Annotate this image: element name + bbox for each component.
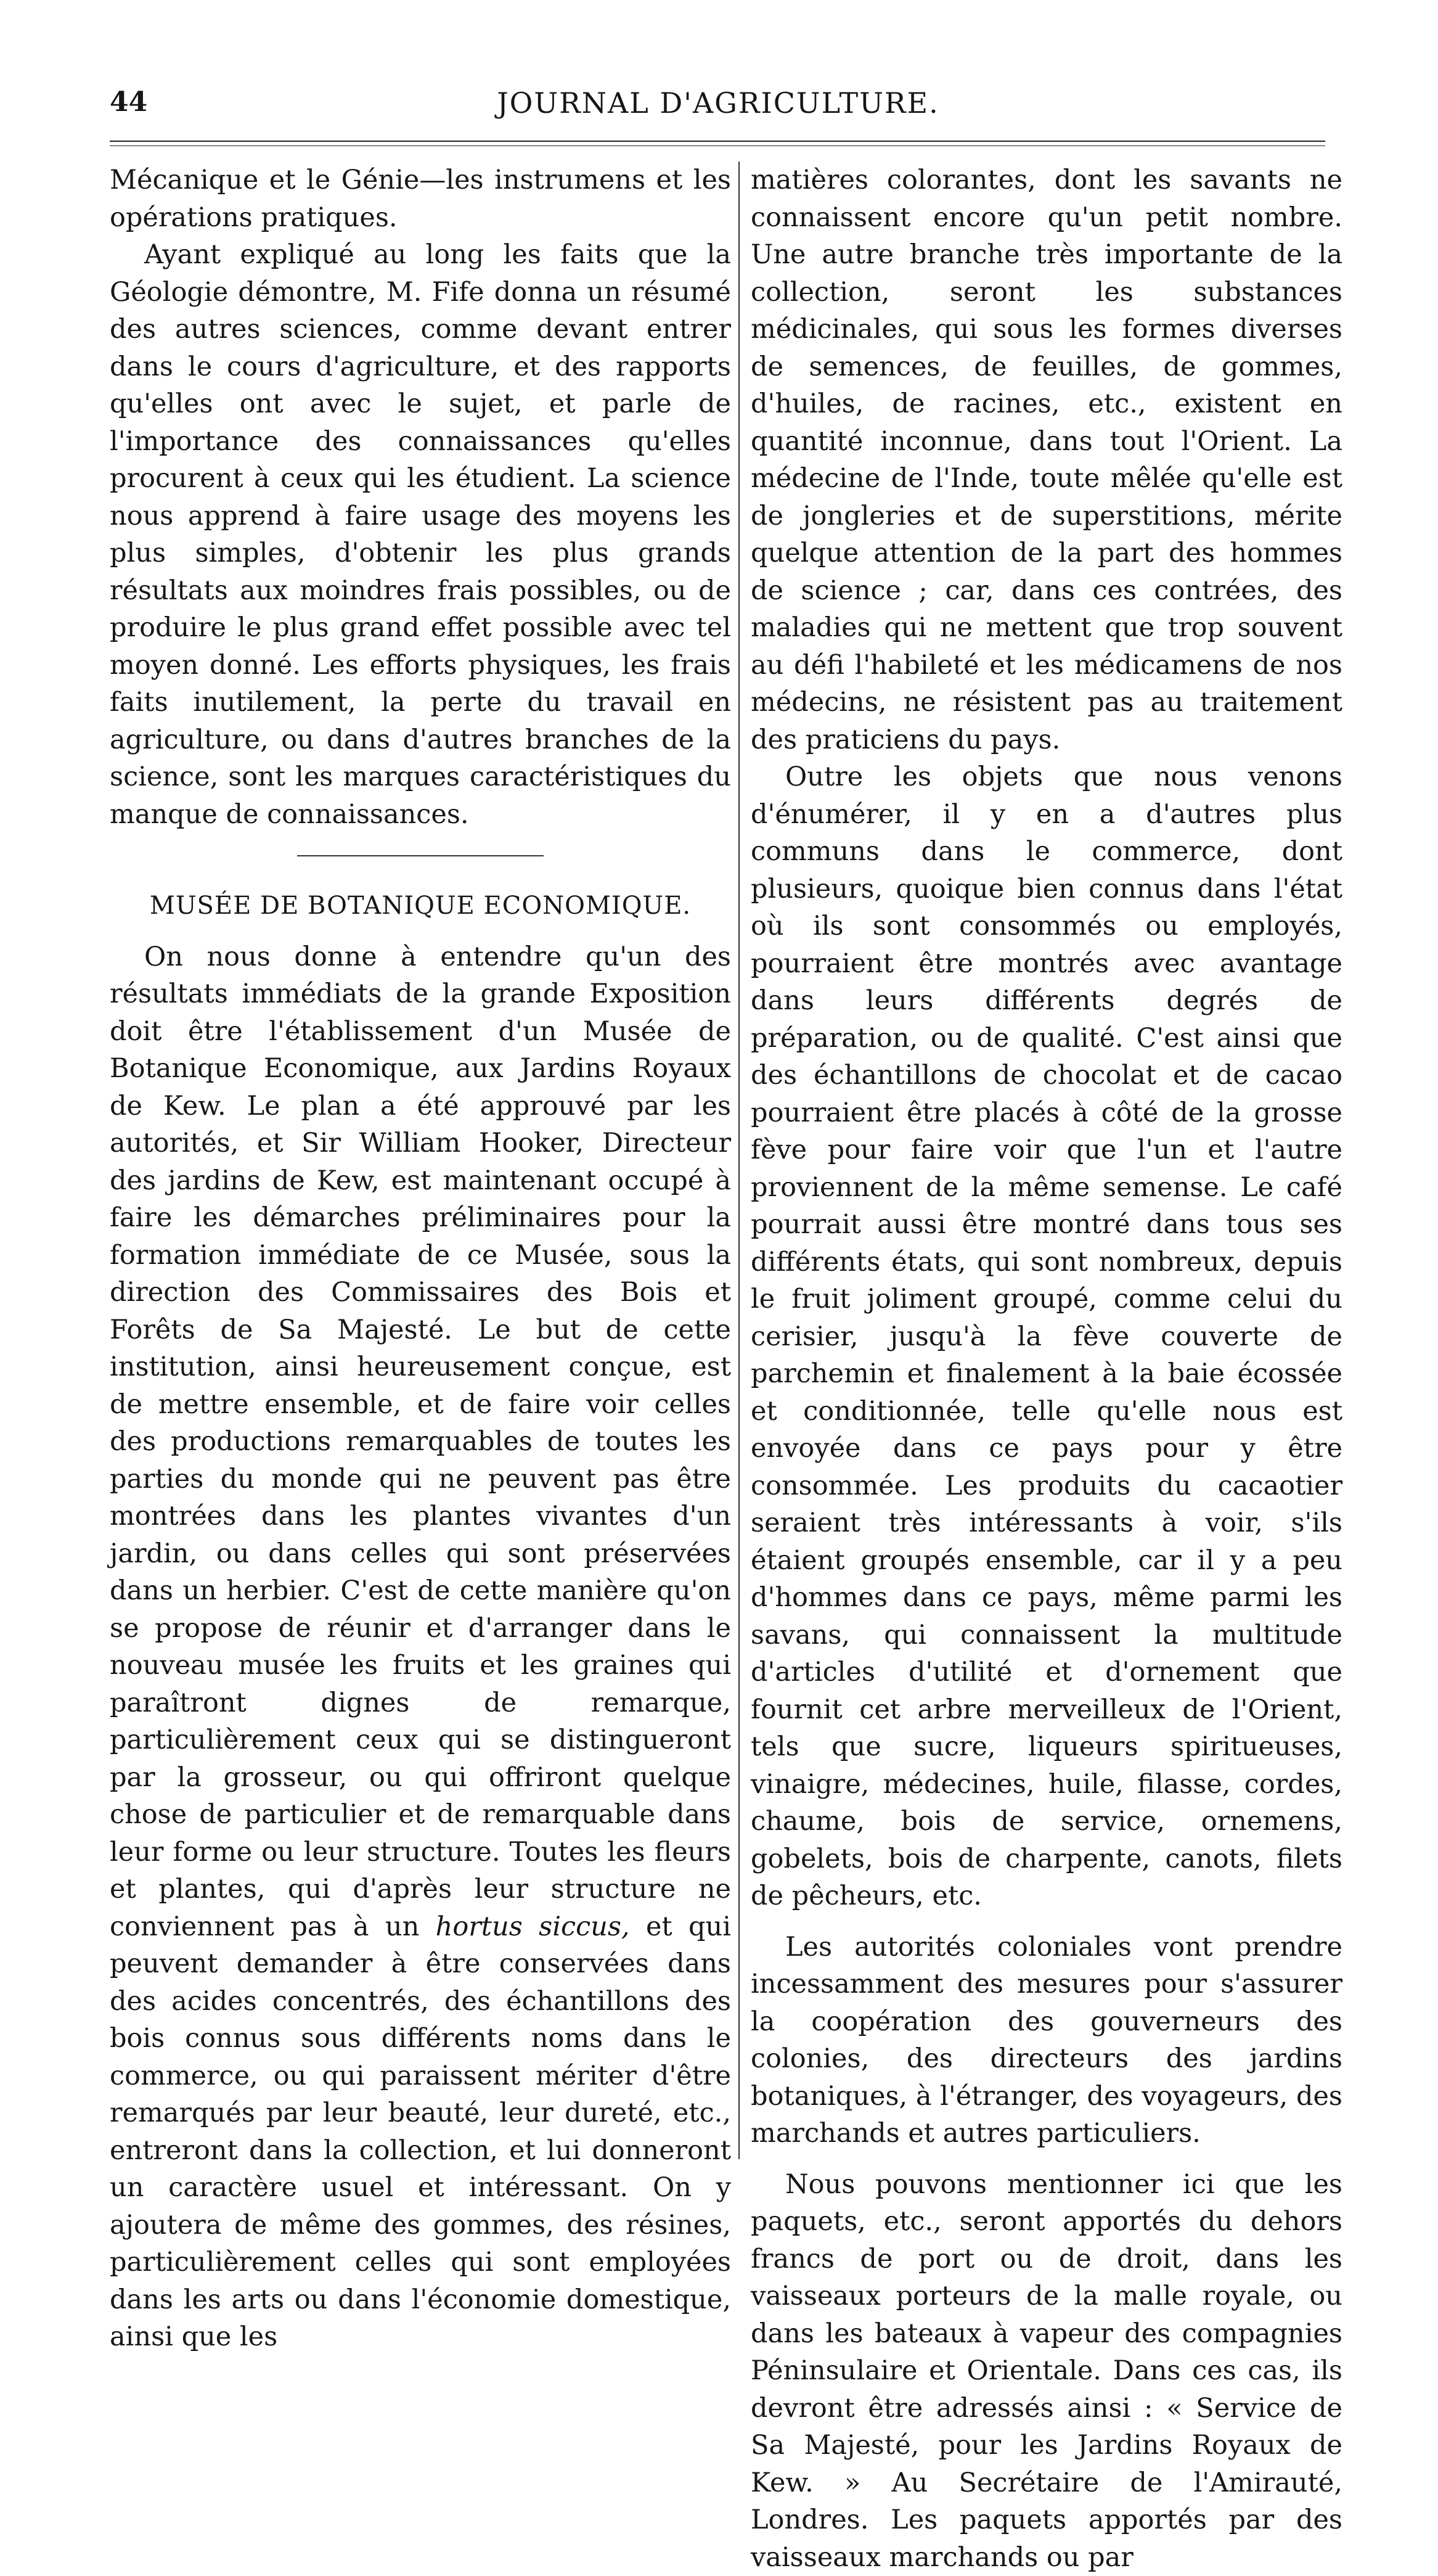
running-title: JOURNAL D'AGRICULTURE. xyxy=(92,86,1344,120)
paragraph: Ayant expliqué au long les faits que la Géologie démontre, M. Fife donna un résumé des autres sciences, comme devant entrer dans le cours d'agriculture, et des rapports qu'elles ont avec le sujet, et parle de l'importance des connaissances qu'elles procurent à ceux qui les étudient. La science nous apprend à faire usage des moyens les plus simples, d'obtenir les plus grands résultats aux moindres frais possibles, ou de produire le plus grand effet possible avec tel moyen donné. Les efforts physiques, les frais faits inutilement, la perte du travail en agriculture, ou dans d'autres branches de la science, sont les marques caractéristiques du manque de connaissances. xyxy=(110,236,731,833)
paragraph: Outre les objets que nous venons d'énumérer, il y en a d'autres plus communs dans le commerce, dont plusieurs, quoique bien connus dans l'état où ils sont consommés ou employés, pourraient être montrés avec avantage dans leurs différents degrés de préparation, ou de qualité. C'est ainsi que des échantillons de chocolat et de cacao pourraient être placés à côté de la grosse fève pour faire voir que l'un et l'autre proviennent de la même semense. Le café pourrait aussi être montré dans tous ses différents états, qui sont nombreux, depuis le fruit joliment groupé, comme celui du cerisier, jusqu'à la fève couverte de parchemin et finalement à la baie écossée et conditionnée, telle qu'elle nous est envoyée dans ce pays pour y être consommée. Les produits du cacaotier seraient très intéressants à voir, s'ils étaient groupés ensemble, car il y a peu d'hommes dans ce pays, même parmi les savans, qui connaissent la multitude d'articles d'utilité et d'ornement que fournit cet arbre merveilleux de l'Orient, tels que sucre, liqueurs spiritueuses, vinaigre, médecines, huile, filasse, cordes, chaume, bois de service, ornemens, gobelets, bois de charpente, canots, filets de pêcheurs, etc. xyxy=(751,758,1342,1915)
section-divider xyxy=(297,855,544,856)
page-header xyxy=(92,86,1344,136)
column-divider xyxy=(738,162,740,2159)
page-number: 44 xyxy=(110,86,147,118)
left-column xyxy=(110,162,731,2356)
right-column xyxy=(751,162,1342,2576)
paragraph: matières colorantes, dont les savants ne connaissent encore qu'un petit nombre. Une autre branche très importante de la collection, seront les substances médicinales, qui sous les formes diverses de semences, de feuilles, de gommes, d'huiles, de racines, etc., existent en quantité inconnue, dans tout l'Orient. La médecine de l'Inde, toute mêlée qu'elle est de jongleries et de superstitions, mérite quelque attention de la part des hommes de science ; car, dans ces contrées, des maladies qui ne mettent que trop souvent au défi l'habileté et les médicamens de nos médecins, ne résistent pas au traitement des praticiens du pays. xyxy=(751,162,1342,758)
paragraph: Mécanique et le Génie—les instrumens et les opérations pratiques. xyxy=(110,162,731,236)
paragraph-text: On nous donne à entendre qu'un des résultats immédiats de la grande Exposition doit être l'établissement d'un Musée de Botanique Economique, aux Jardins Royaux de Kew. Le plan a été approuvé par les autorités, et Sir William Hooker, Directeur des jardins de Kew, est maintenant occupé à faire les démarches préliminaires pour la formation immédiate de ce Musée, sous la direction des Commissaires des Bois et Forêts de Sa Majesté. Le but de cette institution, ainsi heureusement conçue, est de mettre ensemble, et de faire voir celles des productions remarquables de toutes les parties du monde qui ne peuvent pas être montrées dans les plantes vivantes d'un jardin, ou dans celles qui sont préservées dans un herbier. C'est de cette manière qu'on se propose de réunir et d'arranger dans le nouveau musée les fruits et les graines qui paraîtront dignes de remarque, particulièrement ceux qui se distingueront par la grosseur, ou qui offriront quelque chose de particulier et de remarquable dans leur forme ou leur structure. Toutes les fleurs et plantes, qui d'après leur structure ne conviennent pas à un xyxy=(110,941,731,1942)
paragraph: Les autorités coloniales vont prendre incessamment des mesures pour s'assurer la coopération des gouverneurs des colonies, des directeurs des jardins botaniques, à l'étranger, des voyageurs, des marchands et autres particuliers. xyxy=(751,1929,1342,2152)
italic-term: hortus siccus, xyxy=(436,1911,630,1942)
section-title: MUSÉE DE BOTANIQUE ECONOMIQUE. xyxy=(110,887,731,925)
header-rule xyxy=(110,141,1325,142)
paragraph xyxy=(110,938,731,2356)
paragraph-text: et qui peuvent demander à être conservées dans des acides concentrés, des échantillons des bois connus sous différents noms dans le commerce, ou qui paraissent mériter d'être remarqués par leur beauté, leur dureté, etc., entreront dans la collection, et lui donneront un caractère usuel et intéressant. On y ajoutera de même des gommes, des résines, particulièrement celles qui sont employées dans les arts ou dans l'économie domestique, ainsi que les xyxy=(110,1911,731,2353)
paragraph: Nous pouvons mentionner ici que les paquets, etc., seront apportés du dehors francs de port ou de droit, dans les vaisseaux porteurs de la malle royale, ou dans les bateaux à vapeur des compagnies Péninsulaire et Orientale. Dans ces cas, ils devront être adressés ainsi : « Service de Sa Majesté, pour les Jardins Royaux de Kew. » Au Secrétaire de l'Amirauté, Londres. Les paquets apportés par des vaisseaux marchands ou par xyxy=(751,2166,1342,2576)
